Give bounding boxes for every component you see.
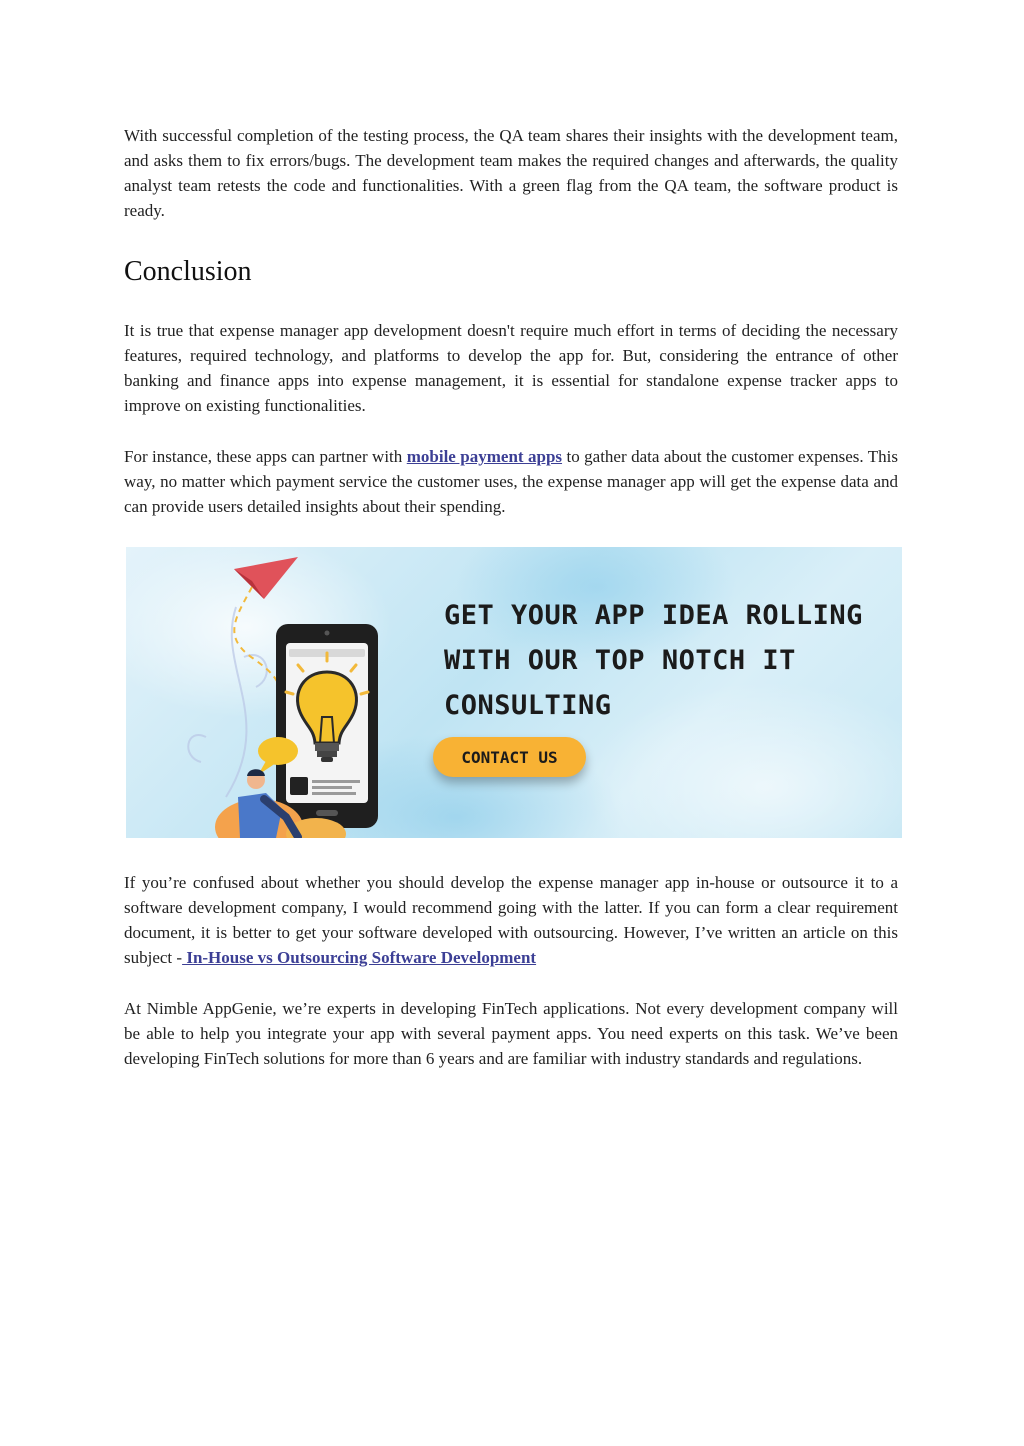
- headline-line: WITH OUR TOP NOTCH IT: [444, 645, 796, 676]
- in-house-vs-outsourcing-link[interactable]: In-House vs Outsourcing Software Development: [182, 948, 537, 967]
- paragraph-payment-partners: [124, 444, 898, 519]
- consulting-banner[interactable]: [126, 547, 902, 838]
- paragraph-nimble-appgenie: At Nimble AppGenie, we’re experts in developing FinTech applications. Not every development company will be able to help you integrate your app with several payment apps. You need experts on this task. We’ve been developing FinTech solutions for more than 6 years and are familiar with industry standards and regulations.: [124, 999, 898, 1068]
- banner-headline: [444, 593, 863, 728]
- mobile-payment-apps-link[interactable]: mobile payment apps: [406, 447, 563, 466]
- paragraph-text: to gather data about the customer expenses. This way, no matter which payment service the customer uses, the expense manager app will get the expense data and can provide users detailed insights about their spending.: [124, 447, 899, 516]
- section-heading-conclusion: Conclusion: [124, 256, 252, 287]
- paragraph-testing: With successful completion of the testing process, the QA team shares their insights with the development team, and asks them to fix errors/bugs. The development team makes the required changes and afterwards, the quality analyst team retests the code and functionalities. With a green flag from the QA team, the software product is ready.: [124, 126, 898, 220]
- paragraph-conclusion-intro: It is true that expense manager app development doesn't require much effort in terms of deciding the necessary features, required technology, and platforms to develop the app for. But, considering the entrance of other banking and finance apps into expense management, it is essential for standalone expense tracker apps to improve on existing functionalities.: [124, 321, 898, 415]
- headline-line: GET YOUR APP IDEA ROLLING: [444, 600, 863, 631]
- paragraph-text: If you’re confused about whether you should develop the expense manager app in-house or outsource it to a software development company, I would recommend going with the latter. If you can form a clear requirement document, it is better to get your software developed with outsourcing. However, I’ve written an article on this subject -: [124, 873, 898, 967]
- paragraph-text: For instance, these apps can partner with: [124, 447, 407, 466]
- headline-line: CONSULTING: [444, 690, 612, 721]
- contact-us-button[interactable]: CONTACT US: [433, 737, 586, 777]
- paragraph-outsourcing: [124, 870, 898, 970]
